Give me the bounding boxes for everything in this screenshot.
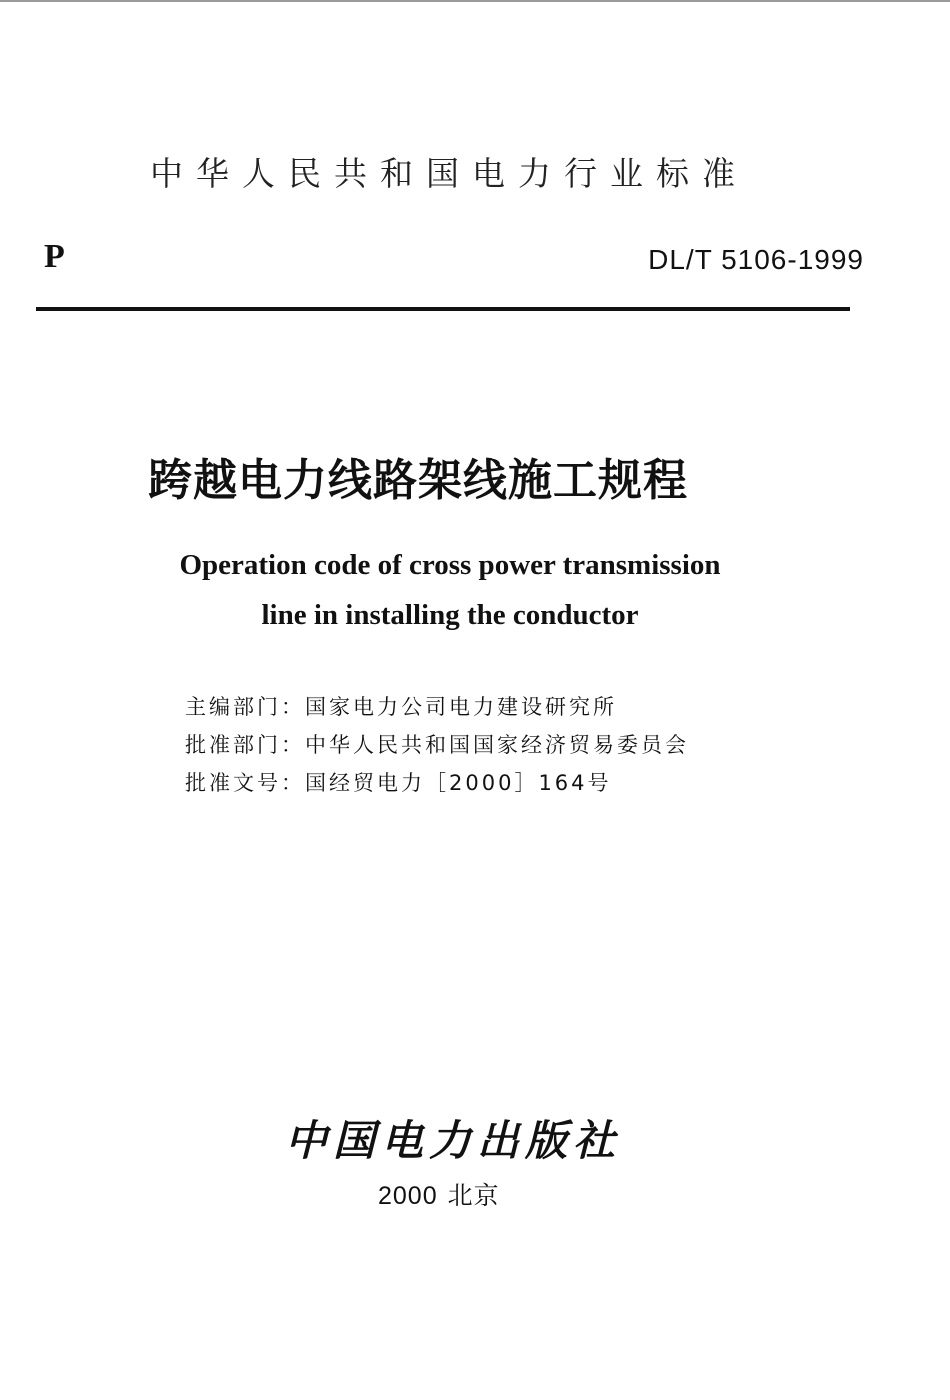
- approval-info: [185, 688, 689, 802]
- english-title-line-1: Operation code of cross power transmission: [179, 549, 721, 581]
- approving-department-row: [185, 726, 689, 764]
- publication-year: 2000: [378, 1182, 438, 1210]
- meta-value: 国家电力公司电力建设研究所: [305, 695, 617, 719]
- english-title-line-2: line in installing the conductor: [261, 599, 639, 631]
- issuing-organization: 中华人民共和国电力行业标准: [150, 154, 748, 193]
- chinese-title: 跨越电力线路架线施工规程: [148, 455, 688, 506]
- meta-label: 主编部门：: [185, 695, 305, 719]
- publisher-name: 中国电力出版社: [285, 1116, 622, 1165]
- meta-label: 批准部门：: [185, 733, 305, 757]
- top-border: [0, 0, 950, 2]
- header-divider: [36, 307, 850, 311]
- approval-document-row: [185, 764, 689, 802]
- publication-info: [378, 1176, 510, 1212]
- meta-label: 批准文号：: [185, 771, 305, 795]
- standard-number: DL/T 5106-1999: [648, 244, 864, 275]
- classification-code: P: [44, 238, 65, 275]
- meta-value: 中华人民共和国国家经济贸易委员会: [305, 733, 689, 757]
- english-title: [0, 540, 900, 640]
- editor-department-row: [185, 688, 689, 726]
- publication-city: 北京: [447, 1182, 500, 1210]
- meta-value: 国经贸电力［2000］164号: [305, 771, 612, 795]
